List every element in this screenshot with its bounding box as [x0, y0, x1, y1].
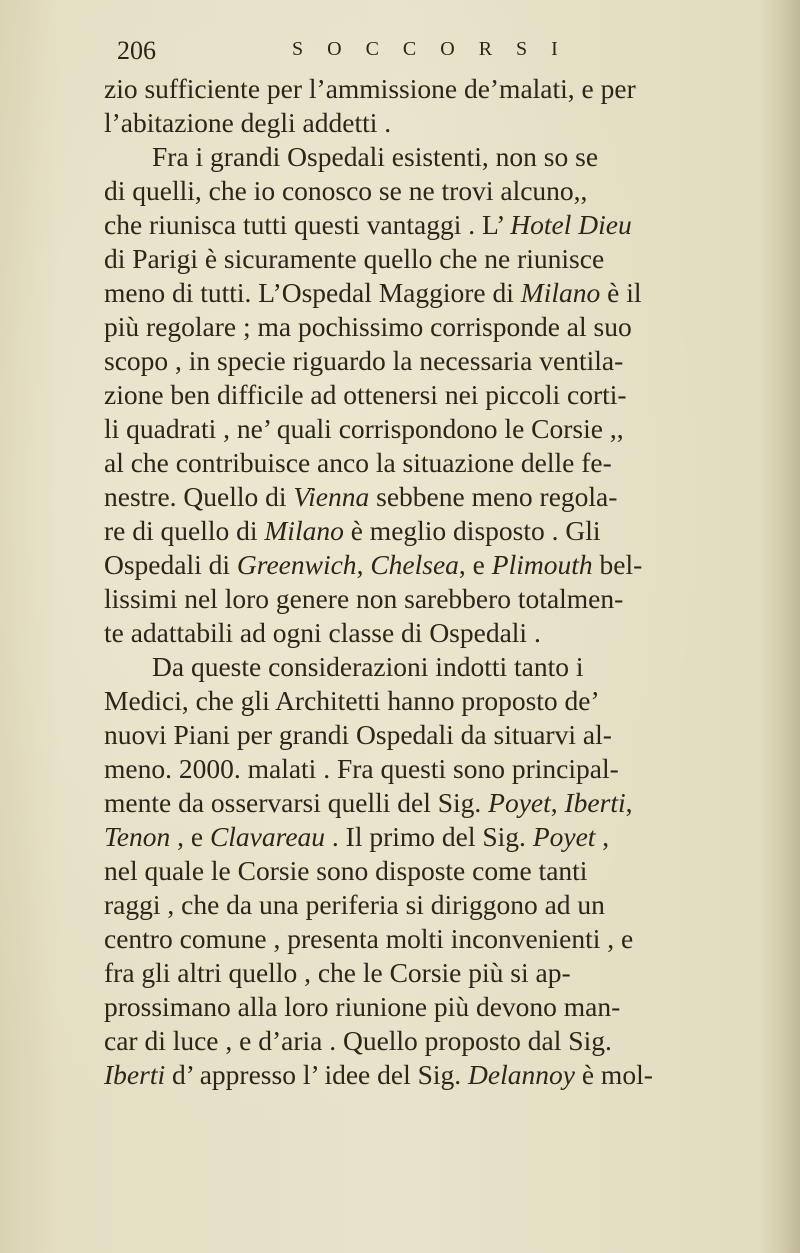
text-line	[104, 1058, 794, 1092]
text-segment: , e	[458, 549, 492, 580]
text-line	[104, 888, 794, 922]
text-line	[104, 106, 794, 140]
page-header	[117, 36, 757, 68]
text-line	[104, 582, 794, 616]
text-segment: Da queste considerazioni indotti tanto i	[152, 651, 584, 682]
italic-text: Greenwich	[236, 549, 357, 580]
text-line	[104, 140, 794, 174]
italic-text: Vienna	[293, 481, 370, 512]
text-line	[104, 616, 794, 650]
text-segment: scopo , in specie riguardo la necessaria ventila-	[104, 345, 624, 376]
text-line	[104, 1024, 794, 1058]
italic-text: Milano	[520, 277, 601, 308]
italic-text: Hotel Dieu	[510, 209, 632, 240]
text-segment: meno di tutti. L’Ospedal Maggiore di	[104, 277, 521, 308]
text-line	[104, 786, 794, 820]
text-line	[104, 990, 794, 1024]
text-segment: Fra i grandi Ospedali esistenti, non so se	[152, 141, 599, 172]
text-segment: nestre. Quello di	[104, 481, 294, 512]
text-line	[104, 344, 794, 378]
text-segment: di quelli, che io conosco se ne trovi alcuno,,	[104, 175, 588, 206]
text-line	[104, 548, 794, 582]
text-segment: nel quale le Corsie sono disposte come tanti	[104, 855, 588, 886]
text-segment: re di quello di	[104, 515, 265, 546]
italic-text: Delannoy	[468, 1059, 575, 1090]
text-segment: d’ appresso l’ idee del Sig.	[165, 1059, 469, 1090]
text-segment: è mol-	[574, 1059, 653, 1090]
text-line	[104, 242, 794, 276]
text-line	[104, 412, 794, 446]
text-line	[104, 752, 794, 786]
text-line	[104, 514, 794, 548]
text-line	[104, 956, 794, 990]
text-segment: Medici, che gli Architetti hanno proposto de’	[104, 685, 600, 716]
italic-text: Clavareau	[209, 821, 326, 852]
text-line	[104, 718, 794, 752]
text-segment: di Parigi è sicuramente quello che ne riunisce	[104, 243, 605, 274]
italic-text: Chelsea	[370, 549, 459, 580]
italic-text: Tenon	[104, 821, 171, 852]
text-segment: nuovi Piani per grandi Ospedali da situarvi al-	[104, 719, 612, 750]
text-line	[104, 174, 794, 208]
text-line	[104, 310, 794, 344]
text-segment: l’abitazione degli addetti .	[104, 107, 392, 138]
text-segment: ,	[356, 549, 371, 580]
text-segment: zio sufficiente per l’ammissione de’malati, e per	[104, 73, 636, 104]
text-segment: li quadrati , ne’ quali corrispondono le Corsie ,,	[104, 413, 624, 444]
text-segment: è meglio disposto . Gli	[343, 515, 601, 546]
text-line	[104, 684, 794, 718]
text-segment: , e	[170, 821, 210, 852]
running-head: SOCCORSI	[292, 38, 582, 60]
text-segment: fra gli altri quello , che le Corsie più si ap-	[104, 957, 571, 988]
text-line	[104, 650, 794, 684]
text-segment: centro comune , presenta molti inconvenienti , e	[104, 923, 634, 954]
text-segment: bel-	[592, 549, 643, 580]
text-segment: te adattabili ad ogni classe di Ospedali .	[104, 617, 541, 648]
text-line	[104, 922, 794, 956]
text-line	[104, 820, 794, 854]
italic-text: Iberti	[564, 787, 626, 818]
text-segment: al che contribuisce anco la situazione delle fe-	[104, 447, 612, 478]
page-number: 206	[117, 36, 156, 65]
text-line	[104, 276, 794, 310]
italic-text: Poyet	[532, 821, 596, 852]
text-segment: mente da osservarsi quelli del Sig.	[104, 787, 489, 818]
text-segment: lissimi nel loro genere non sarebbero totalmen-	[104, 583, 624, 614]
text-segment: sebbene meno regola-	[369, 481, 618, 512]
text-segment: Ospedali di	[104, 549, 237, 580]
italic-text: Iberti	[104, 1059, 166, 1090]
italic-text: Poyet	[488, 787, 551, 818]
text-line	[104, 378, 794, 412]
text-segment: raggi , che da una periferia si diriggono ad un	[104, 889, 605, 920]
text-segment: ,	[595, 821, 610, 852]
text-segment: prossimano alla loro riunione più devono man-	[104, 991, 621, 1022]
text-segment: ,	[550, 787, 565, 818]
text-line	[104, 480, 794, 514]
text-line	[104, 854, 794, 888]
body-text	[104, 72, 794, 1092]
text-line	[104, 208, 794, 242]
text-line	[104, 446, 794, 480]
text-segment: è il	[600, 277, 642, 308]
text-segment: zione ben difficile ad ottenersi nei piccoli corti-	[104, 379, 627, 410]
text-segment: ,	[625, 787, 633, 818]
text-segment: che riunisca tutti questi vantaggi . L’	[104, 209, 511, 240]
italic-text: Plimouth	[491, 549, 593, 580]
italic-text: Milano	[264, 515, 344, 546]
text-segment: . Il primo del Sig.	[325, 821, 533, 852]
text-segment: più regolare ; ma pochissimo corrisponde al suo	[104, 311, 632, 342]
text-segment: meno. 2000. malati . Fra questi sono principal-	[104, 753, 619, 784]
text-line	[104, 72, 794, 106]
text-segment: car di luce , e d’aria . Quello proposto dal Sig.	[104, 1025, 612, 1056]
